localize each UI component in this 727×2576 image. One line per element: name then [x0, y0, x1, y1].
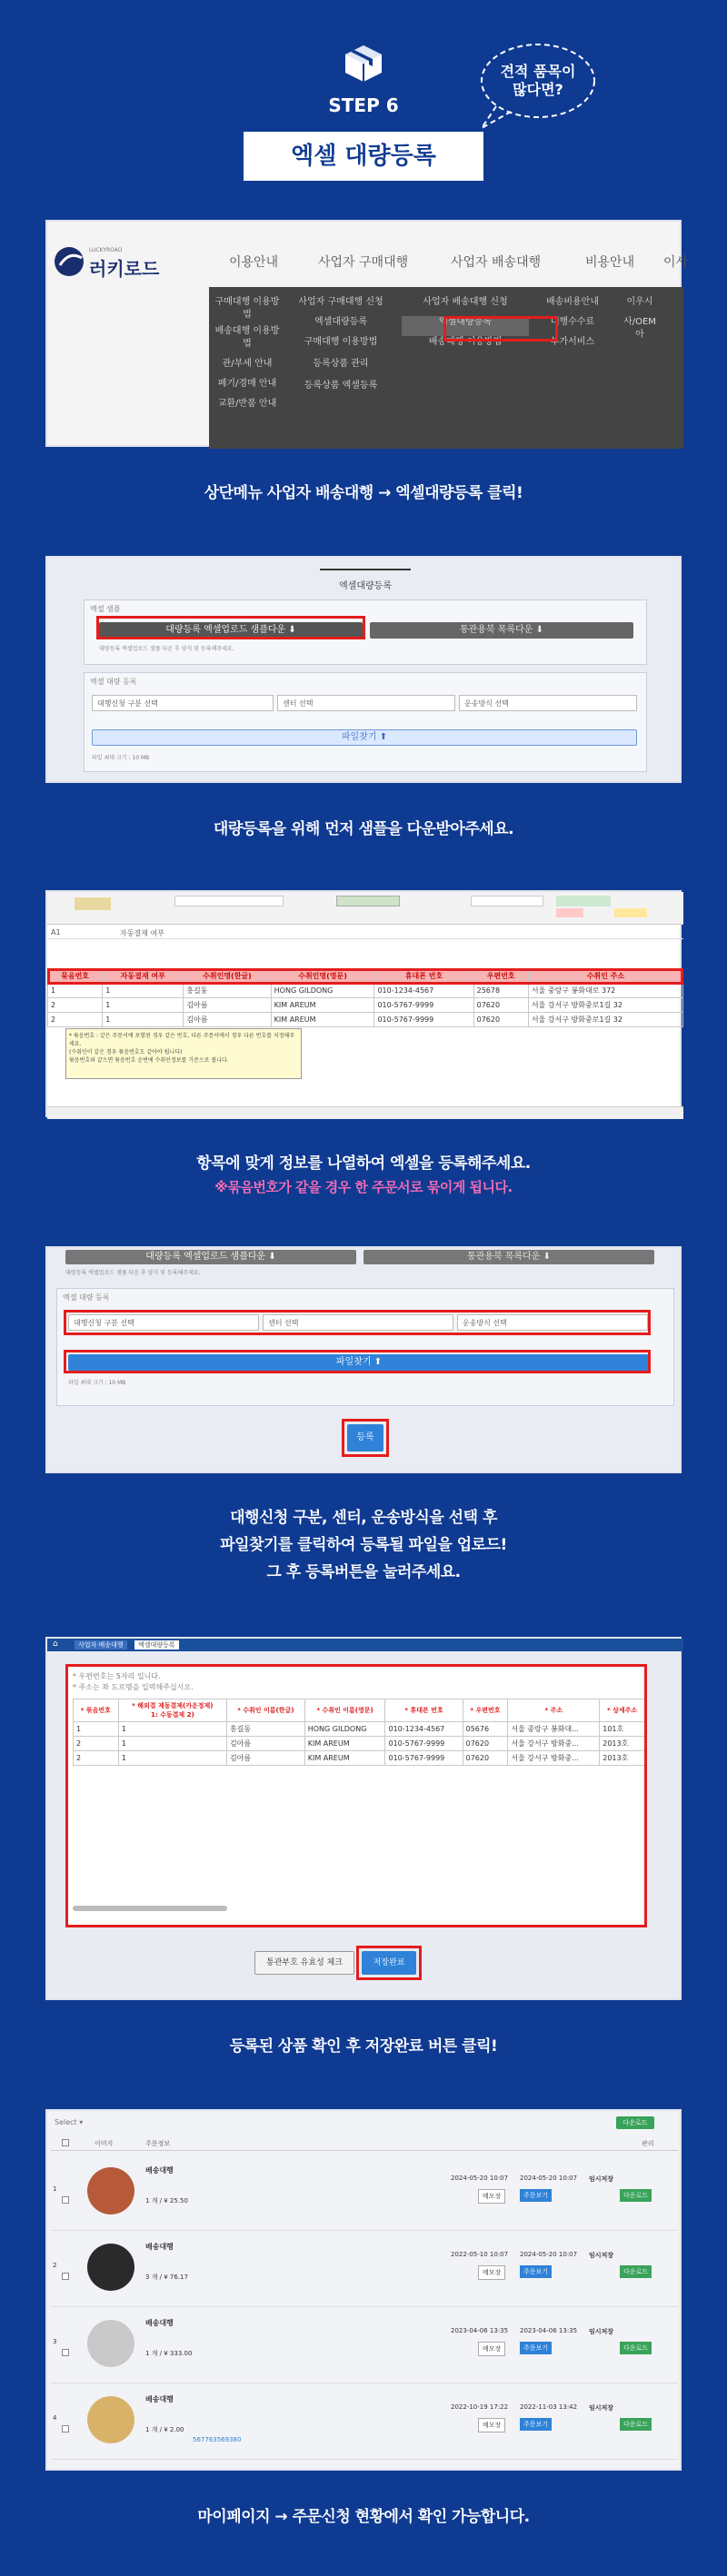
menu-usage[interactable]: 이용안내 [229, 255, 279, 270]
table-row[interactable]: 1 1 홍길동 HONG GILDONG 010-1234-4567 05676 서울 중랑구 봉화대... 101호 [74, 1722, 645, 1737]
download-button[interactable]: 다운로드 [616, 2116, 654, 2129]
agency-type-select[interactable]: 대행신청 구분 선택 [68, 1314, 259, 1331]
center-select[interactable]: 센터 선택 [277, 695, 455, 711]
table-row[interactable]: 2 1 김아름 KIM AREUM 010-5767-9999 07620 서울 강서구 방화중... 2013호 [74, 1751, 645, 1766]
table-row[interactable]: 2 1 김아름 KIM AREUM 010-5767-9999 07620 서울 강서구 방화중... 2013호 [74, 1737, 645, 1751]
dropdown-item[interactable]: 교환/반품 안내 [217, 399, 277, 409]
center-select[interactable]: 센터 선택 [263, 1314, 453, 1331]
order-date: 2024-05-20 10:07 [451, 2175, 509, 2182]
dropdown-item[interactable]: 대행수수료 [550, 317, 595, 327]
order-checkbox[interactable] [62, 2196, 69, 2204]
dropdown-item[interactable]: 부가서비스 [550, 337, 595, 347]
dropdown-item[interactable]: 사/OEM [623, 317, 656, 327]
caption-6: 마이페이지 → 주문신청 현황에서 확인 가능합니다. [197, 2508, 530, 2526]
view-order-button[interactable]: 주문보기 [520, 2418, 552, 2431]
shipping-method-select[interactable]: 운송방식 선택 [459, 695, 637, 711]
order-row[interactable] [51, 2387, 678, 2460]
order-name: 배송대행 [145, 2319, 174, 2327]
speech-bubble [473, 41, 600, 132]
caption-1: 상단메뉴 사업자 배송대행 → 엑셀대량등록 클릭! [204, 484, 523, 502]
dropdown-item[interactable]: 배송대행 이용방법 [428, 337, 503, 347]
checkbox-all[interactable] [62, 2139, 69, 2146]
view-order-button[interactable]: 주문보기 [520, 2265, 552, 2278]
excel-sheet: 묶음번호 자동결재 여부 수취인명(한글) 수취인명(영문) 휴대폰 번호 우편번호 수취인 주소 1 1 홍길동 HONG GILDONG 010-1234-4567 25678 서울 중랑구 봉화대로 372 2 1 김아름 KIM AREUM 010-5767-9999 07620 서울 강서구 방화중로1길 32 2 1 김아름 KIM AREUM 010-5767-9999 07620 서울 강서구 방화중로1길 32 [47, 968, 683, 1027]
formula-bar[interactable]: 자동결재 여부 [120, 929, 164, 937]
view-order-button[interactable]: 주문보기 [520, 2189, 552, 2202]
file-limit: 파일 최대 크기 : 10 MB [68, 1380, 126, 1386]
note-text: * 주소는 좌 도로명을 입력해주십시오. [73, 1683, 194, 1691]
dropdown-col-5 [612, 296, 667, 342]
caption-3-note: ※묶음번호가 같을 경우 한 주문서로 묶이게 됩니다. [214, 1179, 513, 1195]
highlight-box [47, 968, 683, 985]
order-price: 1 개 / ¥ 333.00 [145, 2350, 193, 2357]
order-date: 2023-04-06 13:35 [520, 2327, 578, 2334]
menu-more[interactable]: 이사 [663, 255, 689, 270]
dropdown-col-1 [213, 296, 282, 411]
highlight-box [356, 1946, 422, 1980]
table-row[interactable]: 1 1 홍길동 HONG GILDONG 010-1234-4567 25678 서울 중랑구 봉화대로 372 [48, 984, 683, 998]
order-download-button[interactable]: 다운로드 [620, 2189, 652, 2202]
dropdown-item[interactable]: 등록상품 엑셀등록 [304, 381, 378, 391]
dropdown-excel-bulk[interactable]: 엑셀대량등록 [402, 316, 529, 336]
order-row[interactable] [51, 2234, 678, 2307]
register-button[interactable]: 등록 [347, 1424, 383, 1451]
memo-button[interactable]: 메모장 [478, 2189, 505, 2204]
menu-biz-shipping[interactable]: 사업자 배송대행 [451, 255, 542, 270]
dropdown-col-2 [287, 296, 394, 392]
dropdown-item[interactable]: 구매대행 이용방법 [214, 297, 280, 320]
caption-5: 등록된 상품 확인 후 저장완료 버튼 클릭! [229, 2037, 498, 2056]
highlight-box [96, 616, 365, 639]
memo-button[interactable]: 메모장 [478, 2418, 505, 2432]
order-date: 2022-05-10 10:07 [451, 2251, 509, 2258]
menu-biz-purchase[interactable]: 사업자 구매대행 [318, 255, 409, 270]
product-image [87, 2396, 134, 2443]
page-title: 엑셀 대량등록 [244, 132, 483, 181]
order-name: 배송대행 [145, 2243, 174, 2251]
order-checkbox[interactable] [62, 2273, 69, 2280]
order-status: 임시저장 [589, 2404, 614, 2412]
product-image [87, 2167, 134, 2214]
dropdown-item[interactable]: 이우시 [626, 297, 653, 307]
sample-screenshot [45, 556, 682, 783]
highlight-box [342, 1419, 389, 1457]
preview-table: * 묶음번호 * 해외결 제동결제(카운정제) 1: 수동결제 2) * 수취인 이름(한글) * 수취인 이름(영문) * 휴대폰 번호 * 우편번호 * 주소 * 상세주소 1 1 홍길동 HONG GILDONG 010-1234-4567 05676 서울 중랑구 봉화대... 101호 2 1 김아름 KIM AREUM 010-5767-9999 07620 서울 강서구 방화중... 2013호 2 1 김아름 KIM AREUM 010-5767-9999 07620 서울 강서구 방화중... 2013호 [73, 1699, 645, 1766]
shipping-method-select[interactable]: 운송방식 선택 [457, 1314, 648, 1331]
customs-list-download-button[interactable]: 통관용북 목록다운 ⬇ [370, 622, 633, 639]
highlight-box [443, 316, 558, 342]
excel-screenshot [45, 890, 682, 1117]
bubble-text: 견적 품목이 많다면? [500, 63, 576, 98]
order-status: 임시저장 [589, 2252, 614, 2259]
dropdown-panel [209, 287, 683, 449]
order-price: 3 개 / ¥ 76.17 [145, 2274, 188, 2281]
product-image [87, 2244, 134, 2291]
mypage-screenshot: Select ▾ 다운로드 이미지 주문정보 관리 1 배송대행 1 개 / ¥ 25.50 2024-05-20 10:07 2024-05-20 10:07 임시저장 메모장 주문보기 다운로드 2 배송대행 3 개 / ¥ 76.17 2022-05-10 10:07 2024-05-20 10:07 임시저장 메모장 주문보기 다운로드 3 배송대행 1 개 / ¥ 333.00 2023-04-06 13:35 2023-04-06 13:35 임시저장 메모장 주문보기 다운로드 4 배송대행 1 개 / ¥ 2.00 2022-10-19 17:22 2022-11-03 13:42 임시저장 메모장 주문보기 다운로드 567763569380 [45, 2109, 682, 2471]
sample-download-button[interactable]: 대량등록 엑셀업로드 샘플다운 ⬇ [99, 622, 363, 639]
order-date: 2024-05-20 10:07 [520, 2251, 578, 2258]
order-status: 임시저장 [589, 2175, 614, 2183]
view-order-button[interactable]: 주문보기 [520, 2342, 552, 2354]
order-date: 2022-11-03 13:42 [520, 2403, 578, 2411]
save-complete-button[interactable]: 저장완료 [362, 1951, 416, 1975]
home-icon[interactable]: ⌂ [53, 1640, 58, 1649]
agency-type-select[interactable]: 대행신청 구분 선택 [92, 695, 274, 711]
upload-screenshot [45, 1246, 682, 1473]
order-number: 3 [53, 2338, 57, 2345]
section-header: 엑셀 대량 등록 [90, 678, 137, 686]
order-status: 임시저장 [589, 2328, 614, 2335]
logo[interactable]: LUCKYROAD 러키로드 [53, 245, 162, 282]
dropdown-item[interactable]: 엑셀대량등록 [314, 317, 367, 327]
caption-4: 대행신청 구분, 센터, 운송방식을 선택 후 파일찾기를 클릭하여 등록될 파일을 업로드! 그 후 등록버튼을 눌러주세요. [220, 1509, 507, 1581]
dropdown-item[interactable]: 배송비용안내 [546, 297, 599, 307]
order-name: 배송대행 [145, 2166, 174, 2175]
memo-button[interactable]: 메모장 [478, 2265, 505, 2280]
tab-biz-shipping[interactable]: 사업자 배송대행 [75, 1640, 127, 1650]
order-download-button[interactable]: 다운로드 [620, 2418, 652, 2431]
caption-3: 항목에 맞게 정보를 나열하여 엑셀을 등록해주세요. [196, 1154, 531, 1173]
highlight-box [64, 1310, 651, 1335]
order-checkbox[interactable] [62, 2349, 69, 2356]
order-date: 2022-10-19 17:22 [451, 2403, 509, 2411]
order-checkbox[interactable] [62, 2425, 69, 2432]
order-date: 2024-05-20 10:07 [520, 2175, 578, 2182]
menu-cost[interactable]: 비용안내 [585, 255, 635, 270]
cell-reference[interactable]: A1 [51, 928, 61, 936]
order-price: 1 개 / ¥ 25.50 [145, 2197, 188, 2204]
tab-excel-bulk[interactable]: 엑셀대량등록 [134, 1640, 179, 1650]
table-row[interactable]: 2 1 김아름 KIM AREUM 010-5767-9999 07620 서울 강서구 방화중로1길 32 [48, 998, 683, 1013]
tip-note: * 묶음번호 : 같은 주문서에 포함된 경우 같은 번호, 다른 주문서에서 경우 다른 번호를 지정해주세요. (수취인이 같은 경우 묶음번호도 같아야 됩니다) 묶음번호와 같으면 묶음번호 순번에 수취인정보를 기준으로 봅니다. [65, 1028, 302, 1079]
highlight-box [65, 1664, 647, 1927]
section-header: 엑셀 샘플 [90, 605, 121, 613]
select-dropdown[interactable]: Select ▾ [55, 2118, 84, 2126]
dropdown-item[interactable]: 구매대행 이용방법 [304, 337, 378, 347]
confirm-screenshot [45, 1637, 682, 2000]
file-find-button[interactable]: 파일찾기 ⬆ [68, 1354, 650, 1371]
dropdown-item[interactable]: 아 [635, 330, 644, 340]
panel-title: 엑셀대량등록 [320, 569, 411, 591]
dropdown-item[interactable]: 폐기/경매 안내 [217, 379, 277, 389]
table-row[interactable]: 2 1 김아름 KIM AREUM 010-5767-9999 07620 서울 강서구 방화중로1길 32 [48, 1013, 683, 1027]
dropdown-item[interactable]: 관/부세 안내 [222, 359, 273, 369]
dropdown-item[interactable]: 등록상품 관리 [313, 359, 369, 369]
order-date: 2023-04-06 13:35 [451, 2327, 509, 2334]
file-limit: 파일 최대 크기 : 10 MB [92, 755, 150, 761]
order-download-button[interactable]: 다운로드 [620, 2342, 652, 2354]
order-number: 4 [53, 2414, 57, 2422]
memo-button[interactable]: 메모장 [478, 2342, 505, 2356]
section-header: 엑셀 대량 등록 [63, 1293, 110, 1302]
excel-ribbon [47, 892, 683, 925]
dropdown-item[interactable]: 사업자 구매대행 신청 [298, 297, 383, 307]
order-price: 1 개 / ¥ 2.00 [145, 2426, 184, 2433]
tracking-number[interactable]: 567763569380 [193, 2436, 242, 2443]
note-text: 대량등록 엑셀업로드 샘플 다운 후 양식 및 등록해주세요. [99, 646, 234, 652]
file-find-button[interactable]: 파일찾기 ⬆ [92, 729, 637, 746]
dropdown-item[interactable]: 사업자 배송대행 신청 [423, 297, 508, 307]
order-download-button[interactable]: 다운로드 [620, 2265, 652, 2278]
note-text: * 우편번호는 5자리 입니다. [73, 1672, 161, 1680]
order-number: 1 [53, 2185, 57, 2193]
product-image [87, 2320, 134, 2367]
order-name: 배송대행 [145, 2395, 174, 2403]
order-row[interactable] [51, 2311, 678, 2383]
highlight-box [64, 1350, 651, 1373]
box-icon [342, 44, 385, 84]
note-text: 대량등록 엑셀업로드 샘플 다운 후 양식 및 등록해주세요. [65, 1270, 201, 1276]
order-row[interactable] [51, 2158, 678, 2231]
caption-2: 대량등록을 위해 먼저 샘플을 다운받아주세요. [213, 820, 514, 838]
step-label: STEP 6 [328, 94, 399, 116]
nav-screenshot [45, 220, 689, 447]
customs-list-download-button[interactable]: 통관용북 목록다운 ⬇ [364, 1250, 654, 1264]
sample-download-button[interactable]: 대량등록 엑셀업로드 샘플다운 ⬇ [65, 1250, 356, 1264]
dropdown-item[interactable]: 배송대행 이용방법 [214, 326, 280, 349]
order-number: 2 [53, 2262, 57, 2269]
customs-check-button[interactable]: 통관부호 유효성 체크 [254, 1951, 354, 1975]
